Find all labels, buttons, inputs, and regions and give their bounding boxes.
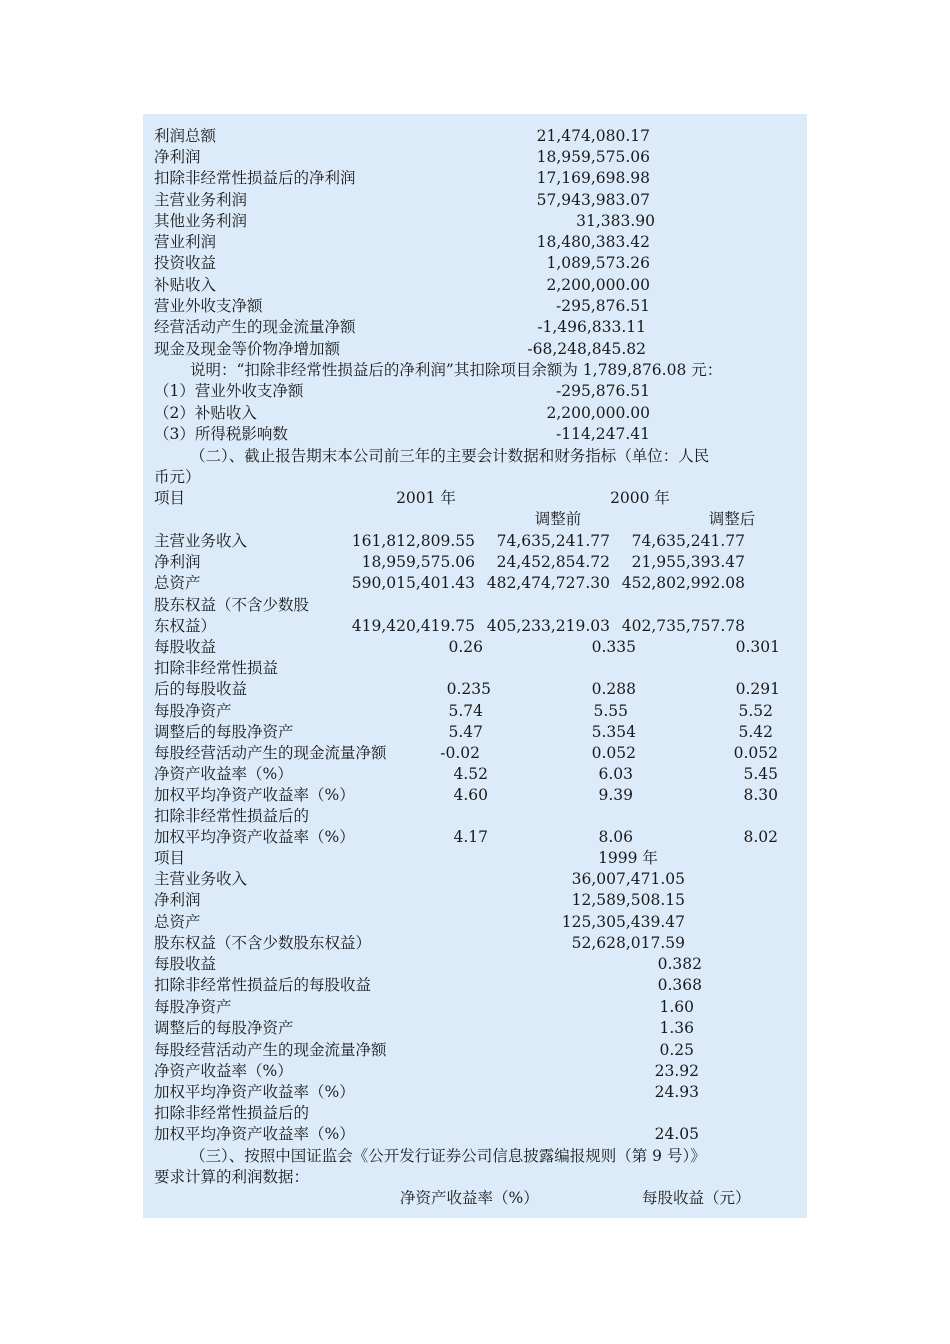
table2-cell-1999: 23.92 [654, 1062, 699, 1080]
table-header-after: 调整后 [708, 510, 756, 528]
metric-value: -295,876.51 [556, 297, 650, 315]
metric-value: 31,383.90 [576, 212, 655, 230]
metric-value: -1,496,833.11 [537, 318, 646, 336]
table2-cell-1999: 12,589,508.15 [571, 891, 685, 909]
section-heading: （三）、按照中国证监会《公开发行证券公司信息披露编报规则（第 9 号）》 [190, 1147, 706, 1165]
metric-value: 57,943,983.07 [536, 191, 650, 209]
metric-value: 2,200,000.00 [546, 276, 650, 294]
metric-label: 投资收益 [154, 254, 217, 272]
table2-row-label: 调整后的每股净资产 [154, 1019, 294, 1037]
table2-row-label: 每股收益 [154, 955, 217, 973]
table-header-before: 调整前 [534, 510, 582, 528]
table-cell-before: 9.39 [598, 786, 633, 804]
table-row-label: 每股经营活动产生的现金流量净额 [154, 744, 387, 762]
table-cell-2001: -0.02 [440, 744, 480, 762]
table-row-label-cont: 加权平均净资产收益率（%） [154, 828, 355, 846]
metric-value: 21,474,080.17 [536, 127, 650, 145]
metric-value: 18,959,575.06 [536, 148, 650, 166]
note-item-label: （1）营业外收支净额 [154, 382, 304, 400]
table-cell-2001: 0.235 [446, 680, 491, 698]
table-cell-2001: 590,015,401.43 [351, 574, 475, 592]
table-row-label: 主营业务收入 [154, 532, 248, 550]
table-cell-after: 8.30 [743, 786, 778, 804]
table-header-2001: 2001 年 [396, 489, 456, 507]
note-line: 说明：“扣除非经常性损益后的净利润”其扣除项目余额为 1,789,876.08 元： [190, 361, 723, 379]
table2-cell-1999: 24.93 [654, 1083, 699, 1101]
table-row-label: 股东权益（不含少数股 [154, 596, 310, 614]
table2-cell-1999: 1.36 [659, 1019, 694, 1037]
table-cell-after: 452,802,992.08 [621, 574, 745, 592]
metric-label: 营业外收支净额 [154, 297, 263, 315]
table-cell-2001: 4.17 [453, 828, 488, 846]
table2-row-label: 总资产 [154, 913, 201, 931]
metric-value: 17,169,698.98 [536, 169, 650, 187]
note-item-value: -295,876.51 [556, 382, 650, 400]
table-row-label: 净利润 [154, 553, 201, 571]
table-cell-before: 405,233,219.03 [486, 617, 610, 635]
table-header-2000: 2000 年 [610, 489, 670, 507]
table2-cell-1999: 125,305,439.47 [561, 913, 685, 931]
metric-label: 扣除非经常性损益后的净利润 [154, 169, 356, 187]
metric-value: 18,480,383.42 [536, 233, 650, 251]
section3-col-eps: 每股收益（元） [642, 1189, 751, 1207]
table-cell-2001: 4.60 [453, 786, 488, 804]
table-cell-2001: 0.26 [448, 638, 483, 656]
metric-label: 净利润 [154, 148, 201, 166]
table-cell-2001: 5.47 [448, 723, 483, 741]
table2-cell-1999: 24.05 [654, 1125, 699, 1143]
table-row-label: 净资产收益率（%） [154, 765, 293, 783]
table-cell-after: 402,735,757.78 [621, 617, 745, 635]
metric-label: 现金及现金等价物净增加额 [154, 340, 341, 358]
table2-cell-1999: 0.25 [659, 1041, 694, 1059]
metric-value: 1,089,573.26 [546, 254, 650, 272]
table-cell-before: 24,452,854.72 [496, 553, 610, 571]
table-cell-after: 8.02 [743, 828, 778, 846]
table-cell-after: 5.45 [743, 765, 778, 783]
table-row-label: 加权平均净资产收益率（%） [154, 786, 355, 804]
table-row-label: 每股净资产 [154, 702, 232, 720]
table-cell-before: 5.354 [591, 723, 636, 741]
note-item-label: （2）补贴收入 [154, 404, 257, 422]
table-row-label-cont: 后的每股收益 [154, 680, 248, 698]
table2-row-label: 每股经营活动产生的现金流量净额 [154, 1041, 387, 1059]
metric-label: 营业利润 [154, 233, 217, 251]
table2-row-label: 股东权益（不含少数股东权益） [154, 934, 372, 952]
table2-cell-1999: 0.382 [657, 955, 702, 973]
table2-cell-1999: 52,628,017.59 [571, 934, 685, 952]
table-row-label: 调整后的每股净资产 [154, 723, 294, 741]
table2-cell-1999: 36,007,471.05 [571, 870, 685, 888]
table-row-label: 扣除非经常性损益后的 [154, 807, 310, 825]
table2-row-label: 扣除非经常性损益后的 [154, 1104, 310, 1122]
table-cell-before: 5.55 [593, 702, 628, 720]
table-cell-after: 0.291 [735, 680, 780, 698]
table-row-label: 总资产 [154, 574, 201, 592]
table2-cell-1999: 1.60 [659, 998, 694, 1016]
table-cell-before: 482,474,727.30 [486, 574, 610, 592]
table-row-label-cont: 东权益） [154, 617, 217, 635]
table2-row-label: 加权平均净资产收益率（%） [154, 1083, 355, 1101]
table-cell-2001: 18,959,575.06 [361, 553, 475, 571]
section-heading-cont: 要求计算的利润数据： [154, 1168, 310, 1186]
table-cell-before: 74,635,241.77 [496, 532, 610, 550]
table2-row-label: 主营业务收入 [154, 870, 248, 888]
table2-row-label: 每股净资产 [154, 998, 232, 1016]
note-item-label: （3）所得税影响数 [154, 425, 288, 443]
metric-label: 主营业务利润 [154, 191, 248, 209]
table-cell-before: 8.06 [598, 828, 633, 846]
metric-label: 经营活动产生的现金流量净额 [154, 318, 356, 336]
table2-header-1999: 1999 年 [598, 849, 658, 867]
table-header-item: 项目 [154, 489, 186, 507]
table2-row-label: 扣除非经常性损益后的每股收益 [154, 976, 372, 994]
note-item-value: -114,247.41 [556, 425, 650, 443]
table-cell-after: 74,635,241.77 [631, 532, 745, 550]
table-cell-after: 0.301 [735, 638, 780, 656]
table-cell-after: 0.052 [733, 744, 778, 762]
table-row-label: 扣除非经常性损益 [154, 659, 279, 677]
table2-row-label: 净利润 [154, 891, 201, 909]
table2-header-item: 项目 [154, 849, 186, 867]
metric-value: -68,248,845.82 [527, 340, 646, 358]
table-cell-before: 0.052 [591, 744, 636, 762]
metric-label: 补贴收入 [154, 276, 217, 294]
section3-col-roe: 净资产收益率（%） [400, 1189, 539, 1207]
table-cell-after: 5.42 [738, 723, 773, 741]
metric-label: 其他业务利润 [154, 212, 248, 230]
note-item-value: 2,200,000.00 [546, 404, 650, 422]
table2-row-label: 净资产收益率（%） [154, 1062, 293, 1080]
table-row-label: 每股收益 [154, 638, 217, 656]
section-heading-cont: 币元） [154, 468, 201, 486]
table2-cell-1999: 0.368 [657, 976, 702, 994]
table-cell-2001: 4.52 [453, 765, 488, 783]
table-cell-after: 21,955,393.47 [631, 553, 745, 571]
table-cell-2001: 5.74 [448, 702, 483, 720]
table-cell-2001: 161,812,809.55 [351, 532, 475, 550]
table-cell-before: 0.288 [591, 680, 636, 698]
table-cell-after: 5.52 [738, 702, 773, 720]
metric-label: 利润总额 [154, 127, 217, 145]
table-cell-before: 6.03 [598, 765, 633, 783]
section-heading: （二）、截止报告期末本公司前三年的主要会计数据和财务指标（单位：人民 [190, 447, 710, 465]
table-cell-before: 0.335 [591, 638, 636, 656]
table-cell-2001: 419,420,419.75 [351, 617, 475, 635]
table2-row-label-cont: 加权平均净资产收益率（%） [154, 1125, 355, 1143]
